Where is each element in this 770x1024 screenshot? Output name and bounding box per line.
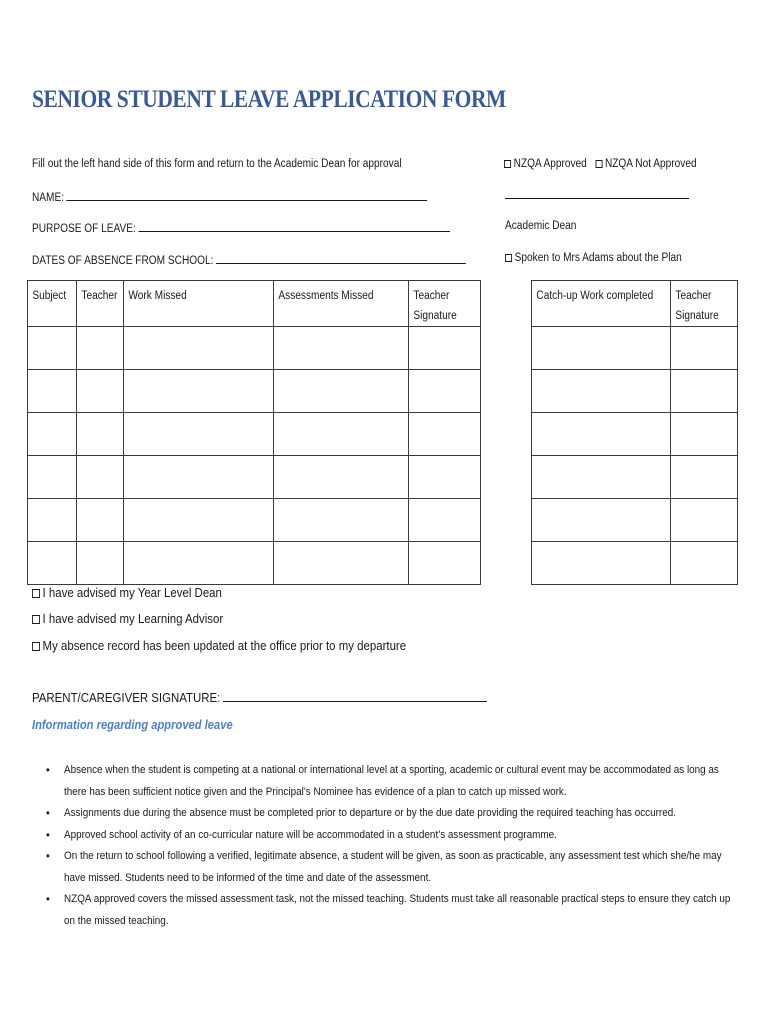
header-cell: [123, 281, 273, 327]
catch-up-table-header: [532, 281, 738, 327]
header-teacher-signature: Teacher Signature: [675, 290, 719, 322]
checklist-item-year-dean: [32, 585, 222, 600]
table-row: [532, 327, 738, 370]
table-cell[interactable]: [123, 499, 273, 542]
table-cell[interactable]: [532, 327, 671, 370]
table-cell[interactable]: [409, 542, 481, 585]
table-cell[interactable]: [670, 542, 737, 585]
info-bullet: • On the return to school following a verified, legitimate absence, a student will be given, as soon as practicable, any assessment test which she/he may have missed. Students need to be informed of the time and date of the assessment.: [46, 846, 744, 889]
absence-record-label: My absence record has been updated at the office prior to my departure: [42, 638, 407, 653]
spoken-to-label: Spoken to Mrs Adams about the Plan: [514, 252, 682, 264]
nzqa-approved-label: NZQA Approved: [513, 158, 587, 170]
table-cell[interactable]: [670, 327, 737, 370]
year-dean-label: I have advised my Year Level Dean: [42, 585, 222, 600]
header-cell: [670, 281, 737, 327]
table-row: [28, 456, 481, 499]
table-cell[interactable]: [409, 456, 481, 499]
table-cell[interactable]: [273, 327, 408, 370]
table-cell[interactable]: [532, 370, 671, 413]
header-cell: [76, 281, 123, 327]
spoken-to-checkbox[interactable]: [505, 254, 512, 262]
parent-signature-label: PARENT/CAREGIVER SIGNATURE:: [32, 690, 221, 705]
info-bullet: • Absence when the student is competing at a national or international level at a sporting, academic or cultural event may be accommodated as long as there has been sufficient notice given and the Principal’s Nominee has evidence of a plan to catch up missed work.: [46, 760, 744, 803]
info-bullet: • NZQA approved covers the missed assessment task, not the missed teaching. Students must take all reasonable practical steps to ensure they catch up on the missed teaching.: [46, 889, 744, 932]
table-row: [28, 327, 481, 370]
info-bullet-list: [46, 760, 746, 932]
nzqa-not-approved-label: NZQA Not Approved: [604, 158, 697, 170]
table-cell[interactable]: [409, 327, 481, 370]
year-dean-checkbox[interactable]: [32, 589, 40, 598]
info-heading: Information regarding approved leave: [32, 717, 233, 732]
table-cell[interactable]: [670, 413, 737, 456]
table-row: [532, 413, 738, 456]
table-cell[interactable]: [409, 413, 481, 456]
table-cell[interactable]: [273, 413, 408, 456]
table-cell[interactable]: [28, 327, 77, 370]
leave-work-table-header: [28, 281, 481, 327]
learning-advisor-checkbox[interactable]: [32, 615, 40, 624]
academic-dean-label: Academic Dean: [505, 220, 577, 232]
header-subject: Subject: [32, 290, 67, 302]
table-cell[interactable]: [273, 456, 408, 499]
dates-input-line[interactable]: [216, 252, 466, 264]
table-cell[interactable]: [76, 542, 123, 585]
name-field: [32, 189, 427, 204]
leave-work-table: [27, 280, 481, 585]
header-cell: [409, 281, 481, 327]
table-cell[interactable]: [28, 542, 77, 585]
table-cell[interactable]: [76, 456, 123, 499]
table-cell[interactable]: [273, 499, 408, 542]
dates-field: [32, 252, 466, 267]
academic-dean-signature-line[interactable]: [505, 198, 689, 199]
parent-signature-line[interactable]: [223, 690, 487, 702]
info-bullet: • Assignments due during the absence must be completed prior to departure or by the due date providing the required teaching has occurred.: [46, 803, 744, 825]
table-cell[interactable]: [123, 370, 273, 413]
catch-up-table: [531, 280, 738, 585]
table-row: [532, 542, 738, 585]
table-cell[interactable]: [532, 413, 671, 456]
nzqa-approval-options: [504, 158, 697, 170]
table-row: [28, 370, 481, 413]
table-cell[interactable]: [76, 327, 123, 370]
table-cell[interactable]: [670, 456, 737, 499]
header-cell: [273, 281, 408, 327]
table-cell[interactable]: [123, 456, 273, 499]
name-label: NAME:: [32, 192, 65, 204]
nzqa-approved-checkbox[interactable]: [504, 160, 511, 168]
checklist-item-learning-advisor: [32, 611, 223, 626]
nzqa-not-approved-checkbox[interactable]: [595, 160, 602, 168]
table-cell[interactable]: [28, 370, 77, 413]
table-cell[interactable]: [273, 542, 408, 585]
table-cell[interactable]: [28, 456, 77, 499]
checklist-item-absence-record: [32, 638, 406, 653]
table-row: [532, 370, 738, 413]
table-row: [532, 499, 738, 542]
table-cell[interactable]: [76, 499, 123, 542]
name-input-line[interactable]: [67, 189, 428, 201]
table-cell[interactable]: [670, 370, 737, 413]
header-teacher: Teacher: [81, 290, 118, 302]
table-cell[interactable]: [28, 413, 77, 456]
table-row: [532, 456, 738, 499]
table-cell[interactable]: [532, 542, 671, 585]
header-cell: [28, 281, 77, 327]
info-bullet: • Approved school activity of an co-curricular nature will be accommodated in a student’s assessment programme.: [46, 825, 744, 847]
header-cell: [532, 281, 671, 327]
table-cell[interactable]: [123, 542, 273, 585]
absence-record-checkbox[interactable]: [32, 642, 40, 651]
header-assessments-missed: Assessments Missed: [278, 290, 374, 302]
table-cell[interactable]: [670, 499, 737, 542]
dates-label: DATES OF ABSENCE FROM SCHOOL:: [32, 255, 214, 267]
purpose-label: PURPOSE OF LEAVE:: [32, 223, 136, 235]
table-cell[interactable]: [273, 370, 408, 413]
table-cell[interactable]: [409, 370, 481, 413]
table-cell[interactable]: [76, 413, 123, 456]
header-catch-up-work: Catch-up Work completed: [536, 290, 654, 302]
table-cell[interactable]: [28, 499, 77, 542]
table-row: [28, 542, 481, 585]
learning-advisor-label: I have advised my Learning Advisor: [42, 611, 224, 626]
table-cell[interactable]: [532, 456, 671, 499]
form-title: SENIOR STUDENT LEAVE APPLICATION FORM: [32, 86, 506, 113]
instruction-text: Fill out the left hand side of this form and return to the Academic Dean for approval: [32, 158, 402, 170]
header-work-missed: Work Missed: [128, 290, 187, 302]
table-cell[interactable]: [123, 327, 273, 370]
table-row: [28, 499, 481, 542]
parent-signature-field: [32, 690, 487, 705]
spoken-to-item: [505, 252, 682, 264]
table-row: [28, 413, 481, 456]
table-cell[interactable]: [123, 413, 273, 456]
table-cell[interactable]: [76, 370, 123, 413]
purpose-field: [32, 220, 450, 235]
table-cell[interactable]: [532, 499, 671, 542]
header-teacher-signature: Teacher Signature: [413, 290, 458, 322]
table-cell[interactable]: [409, 499, 481, 542]
purpose-input-line[interactable]: [138, 220, 450, 232]
